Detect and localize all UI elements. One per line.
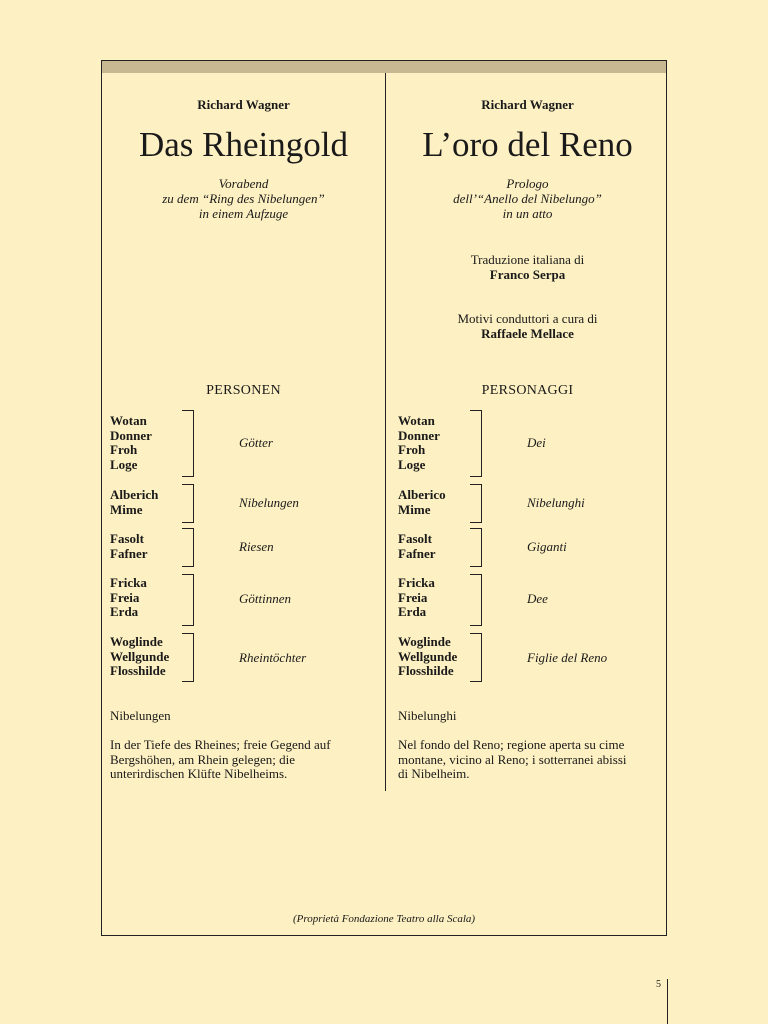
subtitle-line: Prologo [506, 176, 549, 191]
subtitle-line: dell’“Anello del Nibelungo” [453, 191, 602, 206]
motifs-author-name: Raffaele Mellace [481, 326, 574, 341]
character-name: Loge [398, 456, 426, 472]
character-name: Flosshilde [110, 663, 166, 678]
opera-subtitle [386, 176, 669, 221]
character-name: Wellgunde [110, 648, 170, 664]
group-bracket [470, 528, 482, 567]
setting-line: montane, vicino al Reno; i sotterranei abissi [398, 751, 627, 767]
setting-line: unterirdischen Klüfte Nibelheims. [110, 766, 288, 781]
group-bracket [470, 484, 482, 523]
character-name: Froh [398, 442, 426, 457]
subtitle-line: zu dem “Ring des Nibelungen” [162, 191, 325, 206]
character-name: Loge [110, 456, 138, 472]
subtitle-line: in einem Aufzuge [198, 206, 289, 221]
character-name: Freia [110, 589, 140, 605]
group-label: Göttinnen [239, 591, 291, 606]
group-bracket [182, 574, 194, 626]
group-label: Riesen [239, 539, 274, 554]
translation-credit [386, 252, 669, 282]
group-bracket [470, 410, 482, 477]
character-name: Fasolt [110, 531, 144, 546]
character-name: Alberich [110, 487, 159, 502]
character-group [398, 532, 436, 561]
group-bracket [470, 574, 482, 626]
extra-character: Nibelungen [110, 708, 171, 723]
opera-subtitle [102, 176, 385, 221]
opera-title: Das Rheingold [138, 125, 348, 164]
character-group [398, 576, 435, 620]
character-name: Fasolt [398, 531, 432, 546]
setting-line: di Nibelheim. [398, 766, 470, 781]
character-group [110, 532, 148, 561]
setting-text [110, 738, 378, 782]
author-name: Richard Wagner [481, 97, 574, 112]
character-name: Froh [110, 442, 138, 457]
character-name: Woglinde [398, 634, 451, 649]
section-heading: PERSONAGGI [481, 383, 574, 398]
character-group [110, 576, 147, 620]
group-label: Giganti [527, 539, 567, 554]
character-group [110, 414, 152, 472]
subtitle-line: in un atto [502, 206, 553, 221]
translator-name: Franco Serpa [489, 267, 566, 282]
ownership-note: (Proprietà Fondazione Teatro alla Scala) [292, 913, 476, 925]
character-name: Flosshilde [398, 663, 454, 678]
group-label: Nibelungen [239, 495, 299, 510]
character-name: Wotan [110, 413, 147, 428]
character-name: Freia [398, 589, 428, 605]
character-name: Fafner [110, 545, 148, 561]
group-label: Nibelunghi [527, 495, 585, 510]
group-label: Götter [239, 435, 273, 450]
group-bracket [182, 528, 194, 567]
setting-line: In der Tiefe des Rheines; freie Gegend auf [110, 737, 331, 752]
character-name: Wotan [398, 413, 435, 428]
motifs-credit [386, 311, 669, 341]
character-group [110, 635, 169, 679]
group-bracket [182, 410, 194, 477]
page-frame [101, 60, 667, 936]
group-label: Dee [527, 591, 548, 606]
character-name: Woglinde [110, 634, 163, 649]
character-name: Erda [398, 604, 427, 619]
character-name: Erda [110, 604, 139, 619]
author-name: Richard Wagner [197, 97, 290, 112]
italian-column [386, 61, 669, 935]
character-name: Donner [110, 427, 152, 443]
translation-label: Traduzione italiana di [470, 252, 585, 267]
character-group [398, 488, 446, 517]
character-name: Mime [398, 501, 431, 517]
page-number-rule [667, 979, 668, 1024]
group-bracket [470, 633, 482, 682]
subtitle-line: Vorabend [218, 176, 269, 191]
setting-line: Bergshöhen, am Rhein gelegen; die [110, 751, 295, 767]
group-label: Figlie del Reno [527, 650, 608, 665]
group-label: Rheintöchter [239, 650, 307, 665]
page-number: 5 [656, 979, 661, 990]
character-name: Fafner [398, 545, 436, 561]
motifs-label: Motivi conduttori a cura di [457, 311, 598, 326]
setting-text [398, 738, 664, 782]
group-label: Dei [527, 435, 546, 450]
setting-line: Nel fondo del Reno; regione aperta su cime [398, 737, 625, 752]
character-name: Alberico [398, 487, 446, 502]
extra-character: Nibelunghi [398, 708, 457, 723]
german-column [102, 61, 385, 935]
opera-title: L’oro del Reno [422, 125, 633, 164]
character-name: Fricka [110, 575, 147, 590]
character-group [110, 488, 158, 517]
character-name: Donner [398, 427, 440, 443]
group-bracket [182, 633, 194, 682]
character-group [398, 635, 457, 679]
group-bracket [182, 484, 194, 523]
character-name: Fricka [398, 575, 435, 590]
character-group [398, 414, 440, 472]
character-name: Wellgunde [398, 648, 458, 664]
section-heading: PERSONEN [206, 383, 281, 398]
character-name: Mime [110, 501, 143, 517]
